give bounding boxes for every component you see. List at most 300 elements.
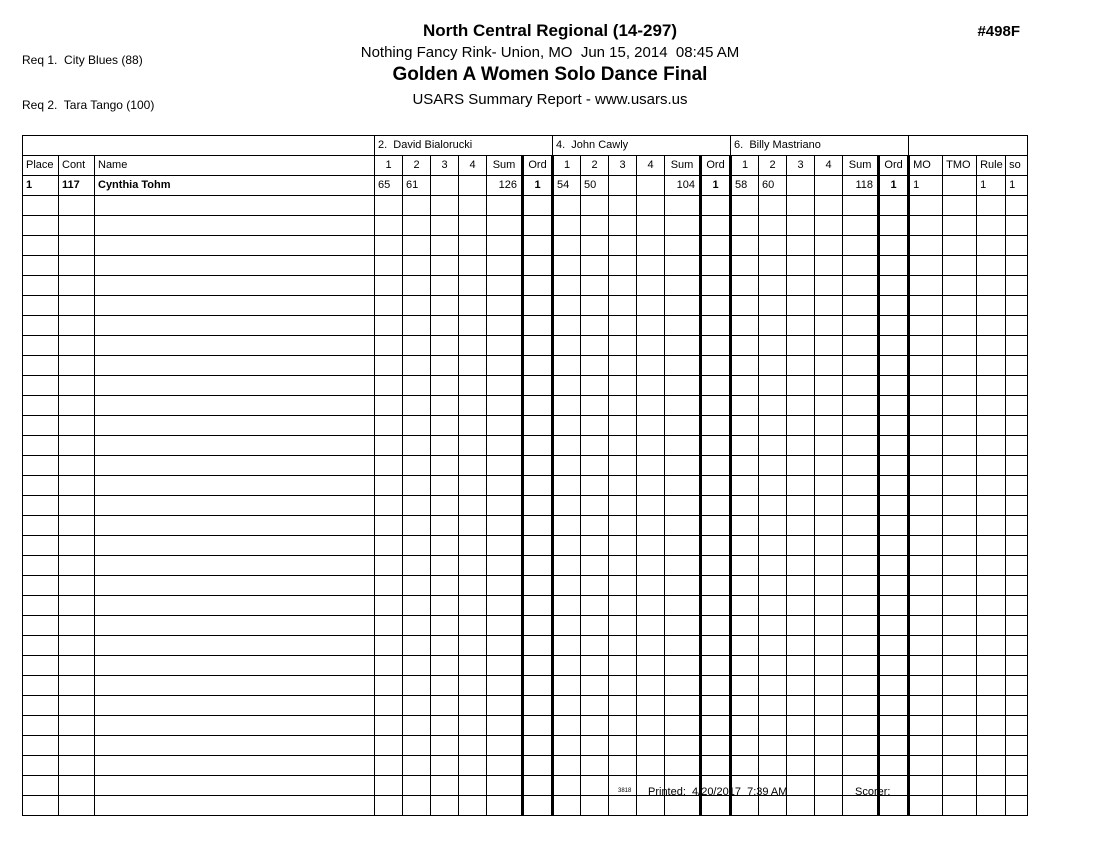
ord-cell (523, 776, 553, 796)
place-cell (23, 396, 59, 416)
mark-cell (815, 216, 843, 236)
mark-cell (375, 516, 403, 536)
mo-cell (909, 756, 943, 776)
mark-cell (759, 316, 787, 336)
name-cell (95, 436, 375, 456)
sum-cell: 104 (665, 176, 701, 196)
mark-cell (431, 256, 459, 276)
mark-cell (553, 576, 581, 596)
sum-cell (665, 196, 701, 216)
ord-cell (879, 276, 909, 296)
rule-cell (977, 556, 1006, 576)
mark-cell (609, 636, 637, 656)
mark-cell (815, 776, 843, 796)
empty-row (23, 596, 1028, 616)
mark-cell (815, 256, 843, 276)
mark-cell (759, 336, 787, 356)
sum-cell (487, 476, 523, 496)
sum-cell (665, 256, 701, 276)
mark-cell (609, 176, 637, 196)
sum-cell (487, 376, 523, 396)
mark-cell (375, 576, 403, 596)
mo-cell (909, 556, 943, 576)
mark-cell (581, 456, 609, 476)
mark-cell (375, 356, 403, 376)
ord-cell (523, 636, 553, 656)
mark-cell (375, 276, 403, 296)
place-cell (23, 696, 59, 716)
mark-cell (759, 616, 787, 636)
mark-cell (553, 496, 581, 516)
ord-cell (523, 796, 553, 816)
tmo-cell (943, 336, 977, 356)
cont-cell (59, 236, 95, 256)
empty-row (23, 436, 1028, 456)
mark-cell (787, 716, 815, 736)
mark-cell (553, 736, 581, 756)
mark-cell (581, 716, 609, 736)
mark-cell (431, 296, 459, 316)
tmo-cell (943, 396, 977, 416)
mark-cell (431, 636, 459, 656)
sum-cell (487, 536, 523, 556)
sum-cell (665, 616, 701, 636)
col-header-sum: Sum (487, 156, 523, 176)
rule-cell (977, 376, 1006, 396)
mo-cell (909, 656, 943, 676)
name-cell (95, 556, 375, 576)
tmo-cell (943, 656, 977, 676)
mark-cell (609, 736, 637, 756)
empty-row (23, 256, 1028, 276)
mark-cell (637, 636, 665, 656)
so-cell (1006, 676, 1028, 696)
mark-cell (731, 256, 759, 276)
mark-cell (637, 596, 665, 616)
mark-cell (731, 216, 759, 236)
col-header-sum: Sum (843, 156, 879, 176)
name-cell (95, 576, 375, 596)
mark-cell (787, 436, 815, 456)
mark-cell (431, 556, 459, 576)
mark-cell (553, 696, 581, 716)
cont-cell (59, 796, 95, 816)
mark-cell (637, 416, 665, 436)
ord-cell (701, 656, 731, 676)
mark-cell (731, 196, 759, 216)
mark-cell (403, 316, 431, 336)
mark-cell (815, 736, 843, 756)
so-cell (1006, 296, 1028, 316)
tmo-cell (943, 636, 977, 656)
ord-cell (879, 636, 909, 656)
mark-cell (787, 516, 815, 536)
col-header-tmo: TMO (943, 156, 977, 176)
sum-cell (665, 676, 701, 696)
mark-cell (815, 556, 843, 576)
sum-cell (665, 716, 701, 736)
mark-cell (609, 336, 637, 356)
mark-cell (375, 416, 403, 436)
sum-cell (665, 296, 701, 316)
mark-cell (815, 176, 843, 196)
mark-cell (731, 236, 759, 256)
mark-cell (431, 616, 459, 636)
mark-cell (431, 416, 459, 436)
mo-cell (909, 736, 943, 756)
mark-cell (403, 716, 431, 736)
place-cell (23, 496, 59, 516)
mark-cell (431, 736, 459, 756)
mark-cell (731, 516, 759, 536)
so-cell (1006, 256, 1028, 276)
cont-cell (59, 616, 95, 636)
venue-date-line: Nothing Fancy Rink- Union, MO Jun 15, 2014 08:45 AM (360, 44, 740, 61)
name-cell (95, 276, 375, 296)
col-header-ord: Ord (879, 156, 909, 176)
ord-cell (523, 536, 553, 556)
ord-cell (523, 616, 553, 636)
ord-cell: 1 (701, 176, 731, 196)
tmo-cell (943, 676, 977, 696)
empty-row (23, 216, 1028, 236)
mark-cell (581, 536, 609, 556)
mark-cell (637, 756, 665, 776)
empty-row (23, 316, 1028, 336)
tmo-cell (943, 216, 977, 236)
mark-cell (637, 476, 665, 496)
ord-cell (879, 316, 909, 336)
mark-cell (637, 556, 665, 576)
mark-cell (375, 616, 403, 636)
rule-cell: 1 (977, 176, 1006, 196)
ord-cell (701, 276, 731, 296)
so-cell (1006, 576, 1028, 596)
rule-cell (977, 456, 1006, 476)
ord-cell (701, 716, 731, 736)
tmo-cell (943, 436, 977, 456)
tmo-cell (943, 236, 977, 256)
col-header-rule: Rule (977, 156, 1006, 176)
rule-cell (977, 696, 1006, 716)
mark-cell (815, 456, 843, 476)
ord-cell (701, 516, 731, 536)
mark-cell (403, 356, 431, 376)
ord-cell (879, 516, 909, 536)
ord-cell (879, 756, 909, 776)
mark-cell (759, 496, 787, 516)
mark-cell (375, 456, 403, 476)
mark-cell (787, 596, 815, 616)
mark-cell (375, 236, 403, 256)
tmo-cell (943, 696, 977, 716)
mark-cell (637, 736, 665, 756)
mark-cell (731, 376, 759, 396)
mark-cell (459, 456, 487, 476)
name-cell (95, 516, 375, 536)
mark-cell (815, 636, 843, 656)
mo-cell (909, 536, 943, 556)
empty-row (23, 716, 1028, 736)
mark-cell (581, 736, 609, 756)
mark-cell (759, 736, 787, 756)
tmo-cell (943, 716, 977, 736)
ord-cell (879, 536, 909, 556)
place-cell (23, 676, 59, 696)
ord-cell (701, 296, 731, 316)
mo-cell (909, 616, 943, 636)
col-header-1: 1 (553, 156, 581, 176)
ord-cell (523, 736, 553, 756)
scorer-label: Scorer: (855, 786, 891, 798)
sum-cell (487, 656, 523, 676)
ord-cell (879, 736, 909, 756)
report-header (0, 21, 1100, 108)
sum-cell (487, 436, 523, 456)
result-row (23, 176, 1028, 196)
mark-cell: 65 (375, 176, 403, 196)
so-cell (1006, 736, 1028, 756)
sum-cell (487, 296, 523, 316)
mark-cell (731, 496, 759, 516)
mark-cell (553, 716, 581, 736)
ord-cell (523, 576, 553, 596)
ord-cell (701, 436, 731, 456)
name-cell (95, 456, 375, 476)
mark-cell (431, 356, 459, 376)
cont-cell (59, 716, 95, 736)
sum-cell (487, 776, 523, 796)
name-cell (95, 416, 375, 436)
mo-cell (909, 396, 943, 416)
sum-cell (843, 696, 879, 716)
rule-cell (977, 496, 1006, 516)
ord-cell (879, 216, 909, 236)
sum-cell (487, 736, 523, 756)
mark-cell (581, 676, 609, 696)
mark-cell (375, 296, 403, 316)
mark-cell (609, 676, 637, 696)
mark-cell (637, 176, 665, 196)
empty-row (23, 416, 1028, 436)
mark-cell (403, 556, 431, 576)
mark-cell (637, 276, 665, 296)
tmo-cell (943, 616, 977, 636)
sum-cell (843, 716, 879, 736)
place-cell (23, 196, 59, 216)
place-cell (23, 336, 59, 356)
empty-row (23, 356, 1028, 376)
mark-cell (759, 676, 787, 696)
sum-cell (843, 396, 879, 416)
req-2-label: Req 2. Tara Tango (100) (22, 98, 155, 112)
tmo-cell (943, 516, 977, 536)
sum-cell (487, 336, 523, 356)
mark-cell (787, 696, 815, 716)
judge-label: 6. Billy Mastriano (731, 136, 909, 156)
sum-cell (665, 536, 701, 556)
mark-cell (731, 596, 759, 616)
mo-cell (909, 196, 943, 216)
mark-cell (759, 456, 787, 476)
mark-cell (375, 776, 403, 796)
mark-cell (609, 236, 637, 256)
ord-cell (701, 736, 731, 756)
ord-cell: 1 (879, 176, 909, 196)
sum-cell (843, 196, 879, 216)
cont-cell (59, 336, 95, 356)
mark-cell (787, 616, 815, 636)
mark-cell (787, 336, 815, 356)
col-header-cont: Cont (59, 156, 95, 176)
mark-cell (459, 776, 487, 796)
ord-cell (701, 556, 731, 576)
ord-cell (879, 256, 909, 276)
mark-cell (731, 296, 759, 316)
mark-cell (637, 536, 665, 556)
mo-cell (909, 376, 943, 396)
mark-cell (815, 656, 843, 676)
mark-cell (731, 636, 759, 656)
col-header-mo: MO (909, 156, 943, 176)
mark-cell (375, 556, 403, 576)
mark-cell: 50 (581, 176, 609, 196)
sum-cell (487, 696, 523, 716)
mark-cell (787, 796, 815, 816)
mark-cell (553, 456, 581, 476)
ord-cell (523, 356, 553, 376)
mark-cell (609, 356, 637, 376)
mark-cell (787, 296, 815, 316)
ord-cell (701, 756, 731, 776)
ord-cell (879, 456, 909, 476)
mark-cell (759, 716, 787, 736)
mark-cell (553, 256, 581, 276)
mark-cell (581, 796, 609, 816)
place-cell (23, 416, 59, 436)
mark-cell (815, 756, 843, 776)
mark-cell (375, 656, 403, 676)
sum-cell (487, 576, 523, 596)
mark-cell (459, 756, 487, 776)
mark-cell (787, 416, 815, 436)
ord-cell (523, 276, 553, 296)
mark-cell (431, 236, 459, 256)
sum-cell (665, 796, 701, 816)
mark-cell (581, 376, 609, 396)
tmo-cell (943, 796, 977, 816)
mark-cell (459, 676, 487, 696)
rule-cell (977, 356, 1006, 376)
mark-cell (403, 756, 431, 776)
mark-cell (759, 256, 787, 276)
mark-cell (581, 656, 609, 676)
mark-cell (815, 596, 843, 616)
mark-cell (759, 576, 787, 596)
mark-cell (731, 396, 759, 416)
place-cell (23, 756, 59, 776)
empty-row (23, 376, 1028, 396)
so-cell (1006, 396, 1028, 416)
mark-cell (759, 636, 787, 656)
mark-cell (815, 676, 843, 696)
mark-cell (609, 276, 637, 296)
sum-cell (843, 296, 879, 316)
ord-cell (523, 496, 553, 516)
ord-cell (701, 356, 731, 376)
ord-cell (701, 636, 731, 656)
mark-cell (787, 676, 815, 696)
mark-cell (759, 216, 787, 236)
place-cell (23, 316, 59, 336)
mark-cell (787, 556, 815, 576)
mark-cell (581, 496, 609, 516)
rule-cell (977, 276, 1006, 296)
cont-cell (59, 736, 95, 756)
ord-cell (879, 196, 909, 216)
place-cell (23, 776, 59, 796)
so-cell (1006, 696, 1028, 716)
ord-cell (701, 316, 731, 336)
mark-cell (459, 376, 487, 396)
col-header-2: 2 (581, 156, 609, 176)
mo-cell (909, 696, 943, 716)
mark-cell (609, 456, 637, 476)
name-cell (95, 596, 375, 616)
ord-cell (701, 536, 731, 556)
mark-cell (731, 556, 759, 576)
mark-cell (731, 436, 759, 456)
empty-row (23, 336, 1028, 356)
so-cell (1006, 716, 1028, 736)
sum-cell (843, 576, 879, 596)
sum-cell (843, 376, 879, 396)
sum-cell (843, 416, 879, 436)
col-header-3: 3 (609, 156, 637, 176)
rule-cell (977, 616, 1006, 636)
mark-cell (731, 656, 759, 676)
mark-cell (403, 376, 431, 396)
mark-cell (553, 796, 581, 816)
mark-cell (553, 676, 581, 696)
ord-cell (879, 716, 909, 736)
sum-cell (665, 396, 701, 416)
cont-cell (59, 376, 95, 396)
mark-cell (431, 756, 459, 776)
mark-cell (609, 556, 637, 576)
mark-cell (609, 196, 637, 216)
event-number: #498F (977, 23, 1020, 40)
place-cell (23, 276, 59, 296)
judge-spacer-right (909, 136, 1028, 156)
rule-cell (977, 516, 1006, 536)
mark-cell (581, 216, 609, 236)
col-header-sum: Sum (665, 156, 701, 176)
name-cell (95, 256, 375, 276)
mark-cell (731, 416, 759, 436)
col-header-ord: Ord (523, 156, 553, 176)
sum-cell (665, 516, 701, 536)
empty-row (23, 496, 1028, 516)
mark-cell (637, 396, 665, 416)
mark-cell (459, 436, 487, 456)
mark-cell (431, 456, 459, 476)
name-cell (95, 196, 375, 216)
name-cell (95, 756, 375, 776)
name-cell (95, 736, 375, 756)
cont-cell (59, 276, 95, 296)
mark-cell (637, 716, 665, 736)
